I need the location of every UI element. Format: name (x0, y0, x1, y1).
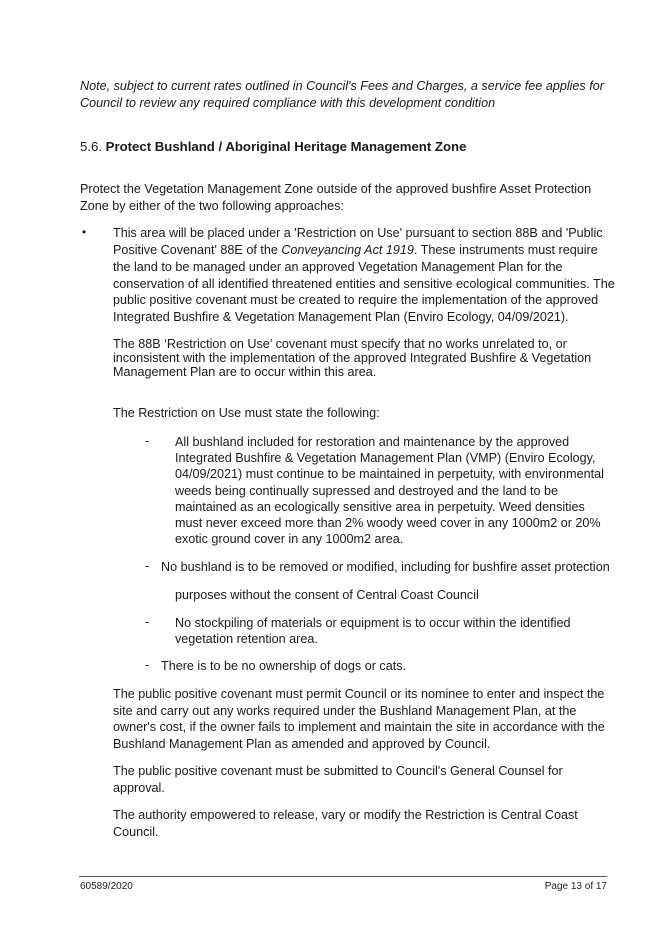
dash-marker-1: - (145, 434, 150, 448)
bullet-p2-line-2: inconsistent with the implementation of the approved Integrated Bushfire & Vegetation (113, 351, 592, 365)
bullet-p2-line-3: Management Plan are to occur within this area. (113, 365, 377, 379)
footer-reference: 60589/2020 (80, 881, 133, 892)
dash-item-1-line-1: All bushland included for restoration and maintenance by the approved (175, 435, 570, 449)
bullet-p1-line-2 (113, 242, 598, 259)
bullet-p1-line-2-pre: Positive Covenant' 88E of the (113, 243, 282, 257)
section-heading (80, 138, 466, 155)
closing-p2-line-2: approval. (113, 781, 165, 795)
closing-p1-line-4: Bushland Management Plan as amended and approved by Council. (113, 737, 491, 751)
dash-item-3-line-2: vegetation retention area. (175, 632, 318, 646)
bullet-p1-line-5: public positive covenant must be created to require the implementation of the approved (113, 293, 599, 307)
bullet-p1-line-4: conservation of all identified threatened entities and sensitive ecological communities. The (113, 277, 615, 291)
dash-item-1-line-4: weeds being continually supressed and destroyed and the land to be (175, 484, 558, 498)
bullet-p1-line-6: Integrated Bushfire & Vegetation Management Plan (Enviro Ecology, 04/09/2021). (113, 310, 569, 324)
section-number: 5.6. (80, 139, 102, 154)
intro-line-1: Protect the Vegetation Management Zone outside of the approved bushfire Asset Protection (80, 182, 592, 196)
bullet-p1-line-2-post: . These instruments must require (413, 243, 598, 257)
closing-p2-line-1: The public positive covenant must be submitted to Council's General Counsel for (113, 764, 563, 778)
closing-p3-line-2: Council. (113, 825, 159, 839)
dash-marker-3: - (145, 615, 150, 629)
dash-item-1-line-2: Integrated Bushfire & Vegetation Management Plan (VMP) (Enviro Ecology, (175, 451, 596, 465)
bullet-marker: • (82, 225, 87, 239)
note-line-2: Council to review any required compliance with this development condition (80, 96, 496, 110)
bullet-p1-line-1: This area will be placed under a 'Restriction on Use' pursuant to section 88B and 'Public (113, 226, 603, 240)
dash-item-1-line-7: exotic ground cover in any 1000m2 area. (175, 532, 404, 546)
closing-p1-line-3: owner's cost, if the owner fails to implement and maintain the site in accordance with the (113, 720, 605, 734)
closing-p3-line-1: The authority empowered to release, vary or modify the Restriction is Central Coast (113, 808, 578, 822)
dash-item-2-line-2: purposes without the consent of Central Coast Council (175, 588, 479, 602)
bullet-p1-line-3: the land to be managed under an approved Vegetation Management Plan for the (113, 260, 563, 274)
dash-marker-2: - (145, 559, 150, 573)
bullet-p3: The Restriction on Use must state the following: (113, 406, 380, 420)
dash-item-4: There is to be no ownership of dogs or cats. (161, 659, 407, 673)
conveyancing-act-italic: Conveyancing Act 1919 (281, 243, 414, 257)
dash-marker-4: - (145, 658, 150, 672)
section-title: Protect Bushland / Aboriginal Heritage Management Zone (105, 139, 467, 154)
bullet-p2-line-1: The 88B ‘Restriction on Use’ covenant must specify that no works unrelated to, or (113, 337, 567, 351)
dash-item-1-line-5: maintained as an ecologically sensitive area in perpetuity. Weed densities (175, 500, 585, 514)
closing-p1-line-1: The public positive covenant must permit Council or its nominee to enter and inspect the (113, 687, 605, 701)
dash-item-2-line-1: No bushland is to be removed or modified, including for bushfire asset protection (161, 560, 610, 574)
intro-line-2: Zone by either of the two following approaches: (80, 199, 344, 213)
dash-item-3-line-1: No stockpiling of materials or equipment is to occur within the identified (175, 616, 571, 630)
note-line-1: Note, subject to current rates outlined in Council's Fees and Charges, a service fee applies for (80, 79, 604, 93)
footer-page-number: Page 13 of 17 (544, 881, 607, 892)
dash-item-1-line-6: must never exceed more than 2% woody weed cover in any 1000m2 or 20% (175, 516, 601, 530)
dash-item-1-line-3: 04/09/2021) must continue to be maintained in perpetuity, with environmental (175, 467, 604, 481)
closing-p1-line-2: site and carry out any works required under the Bushland Management Plan, at the (113, 704, 577, 718)
footer-rule (79, 876, 607, 877)
